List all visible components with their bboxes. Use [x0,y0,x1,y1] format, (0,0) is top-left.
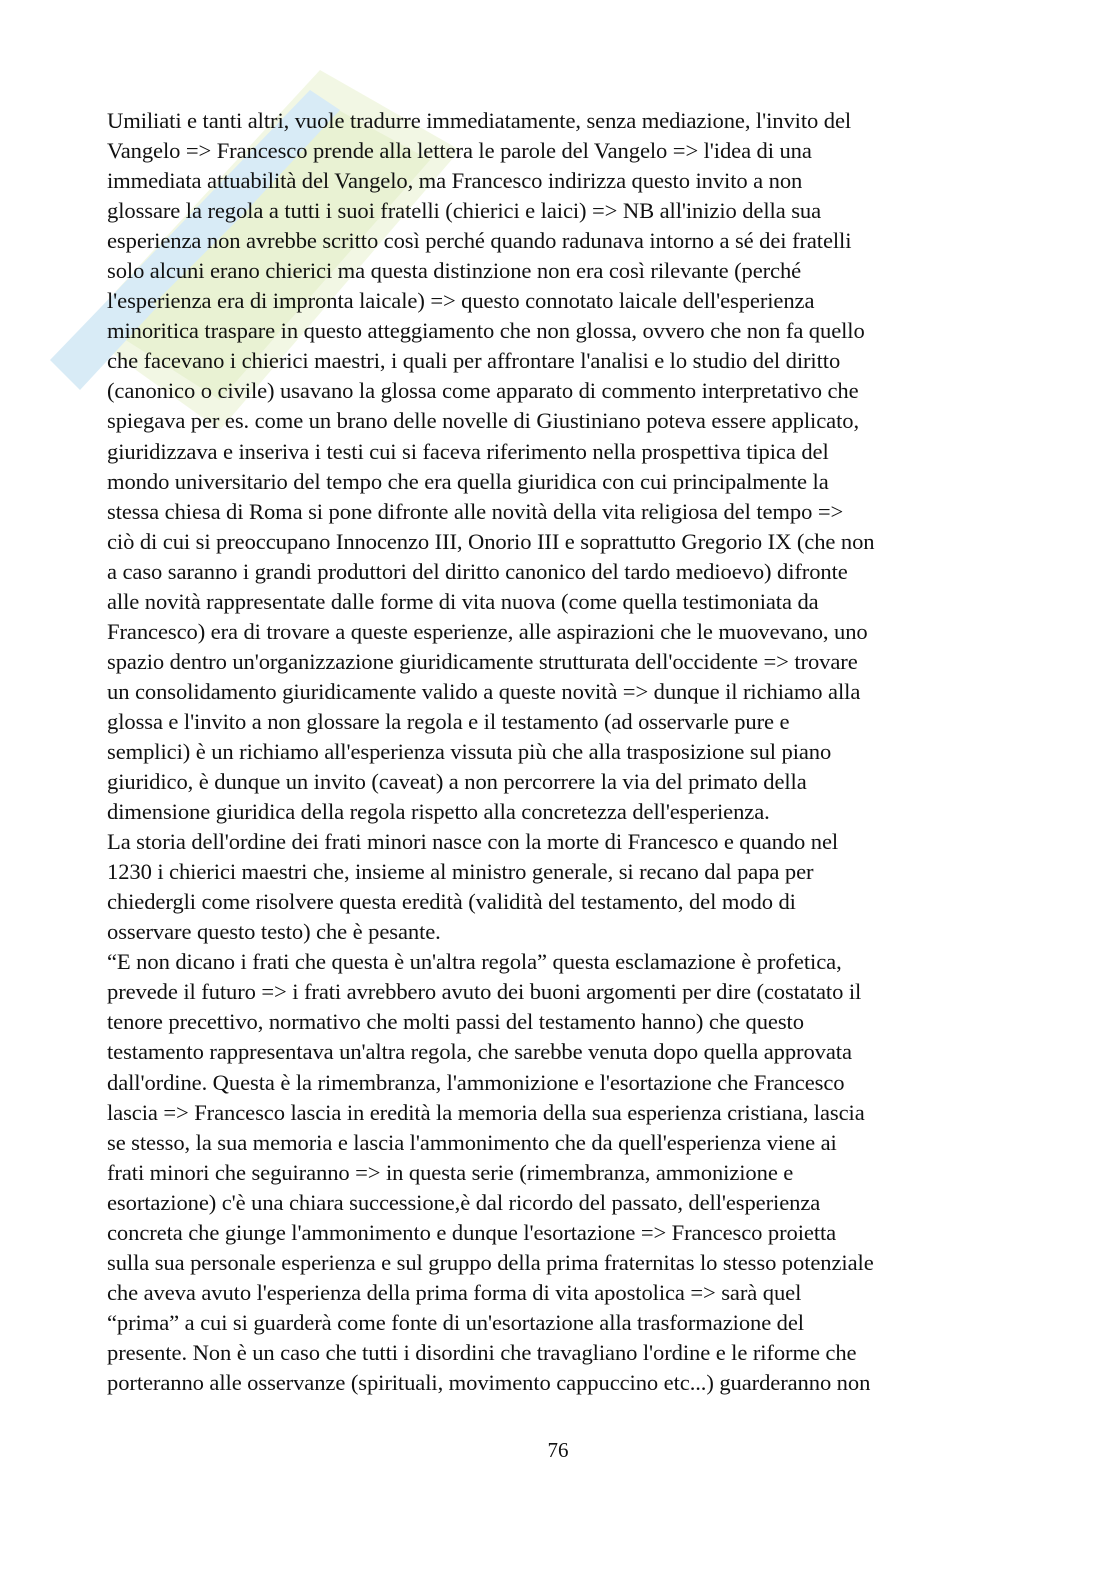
text-line: un consolidamento giuridicamente valido a queste novità => dunque il richiamo alla [107,678,861,704]
text-line: a caso saranno i grandi produttori del diritto canonico del tardo medioevo) difronte [107,558,848,584]
text-line: minoritica traspare in questo atteggiamento che non glossa, ovvero che non fa quello [107,318,865,344]
text-line: ciò di cui si preoccupano Innocenzo III, Onorio III e soprattutto Gregorio IX (che non [107,528,875,554]
text-line: osservare questo testo) che è pesante. [107,919,441,945]
text-line: 1230 i chierici maestri che, insieme al ministro generale, si recano dal papa per [107,859,814,885]
text-line: La storia dell'ordine dei frati minori nasce con la morte di Francesco e quando nel [107,829,839,855]
text-line: solo alcuni erano chierici ma questa distinzione non era così rilevante (perché [107,258,802,284]
text-line: mondo universitario del tempo che era quella giuridica con cui principalmente la [107,468,829,494]
text-line: dimensione giuridica della regola rispetto alla concretezza dell'esperienza. [107,799,770,825]
text-line: glossare la regola a tutti i suoi fratelli (chierici e laici) => NB all'inizio della sua [107,198,822,224]
text-line: che aveva avuto l'esperienza della prima forma di vita apostolica => sarà quel [107,1279,802,1305]
text-line: Umiliati e tanti altri, vuole tradurre immediatamente, senza mediazione, l'invito del [107,108,852,133]
text-line: spazio dentro un'organizzazione giuridicamente strutturata dell'occidente => trovare [107,648,858,674]
text-line: dall'ordine. Questa è la rimembranza, l'ammonizione e l'esortazione che Francesco [107,1069,845,1095]
text-line: giuridico, è dunque un invito (caveat) a non percorrere la via del primato della [107,769,807,795]
text-line: presente. Non è un caso che tutti i disordini che travagliano l'ordine e le riforme che [107,1339,857,1365]
body-text [107,106,1012,1398]
text-line: “E non dicano i frati che questa è un'altra regola” questa esclamazione è profetica, [107,949,842,975]
text-line: Francesco) era di trovare a queste esperienze, alle aspirazioni che le muovevano, uno [107,618,868,644]
text-line: spiegava per es. come un brano delle novelle di Giustiniano poteva essere applicato, [107,408,859,434]
text-line: l'esperienza era di impronta laicale) => questo connotato laicale dell'esperienza [107,288,815,314]
text-line: concreta che giunge l'ammonimento e dunque l'esortazione => Francesco proietta [107,1219,837,1245]
text-line: stessa chiesa di Roma si pone difronte alle novità della vita religiosa del tempo => [107,498,844,524]
text-line: glossa e l'invito a non glossare la regola e il testamento (ad osservarle pure e [107,708,790,734]
text-line: esperienza non avrebbe scritto così perché quando radunava intorno a sé dei fratelli [107,228,852,254]
text-line: immediata attuabilità del Vangelo, ma Francesco indirizza questo invito a non [107,168,803,194]
page-number: 76 [547,1438,569,1462]
text-line: porteranno alle osservanze (spirituali, movimento cappuccino etc...) guarderanno non [107,1369,871,1395]
text-line: Vangelo => Francesco prende alla lettera le parole del Vangelo => l'idea di una [107,138,812,164]
text-line: testamento rappresentava un'altra regola, che sarebbe venuta dopo quella approvata [107,1039,852,1065]
text-line: alle novità rappresentate dalle forme di vita nuova (come quella testimoniata da [107,588,819,614]
text-line: semplici) è un richiamo all'esperienza vissuta più che alla trasposizione sul piano [107,738,832,764]
text-line: chiedergli come risolvere questa eredità (validità del testamento, del modo di [107,889,796,915]
text-line: se stesso, la sua memoria e lascia l'ammonimento che da quell'esperienza viene ai [107,1129,837,1155]
text-line: (canonico o civile) usavano la glossa come apparato di commento interpretativo che [107,378,859,404]
text-line: esortazione) c'è una chiara successione,è dal ricordo del passato, dell'esperienza [107,1189,821,1215]
text-line: tenore precettivo, normativo che molti passi del testamento hanno) che questo [107,1009,804,1035]
text-line: prevede il futuro => i frati avrebbero avuto dei buoni argomenti per dire (costatato il [107,979,862,1005]
text-line: frati minori che seguiranno => in questa serie (rimembranza, ammonizione e [107,1159,794,1185]
text-line: lascia => Francesco lascia in eredità la memoria della sua esperienza cristiana, lascia [107,1099,865,1125]
text-line: sulla sua personale esperienza e sul gruppo della prima fraternitas lo stesso potenziale [107,1249,874,1275]
text-line: che facevano i chierici maestri, i quali per affrontare l'analisi e lo studio del diritto [107,348,841,374]
text-line: “prima” a cui si guarderà come fonte di un'esortazione alla trasformazione del [107,1309,804,1335]
text-line: giuridizzava e inseriva i testi cui si faceva riferimento nella prospettiva tipica del [107,438,829,464]
